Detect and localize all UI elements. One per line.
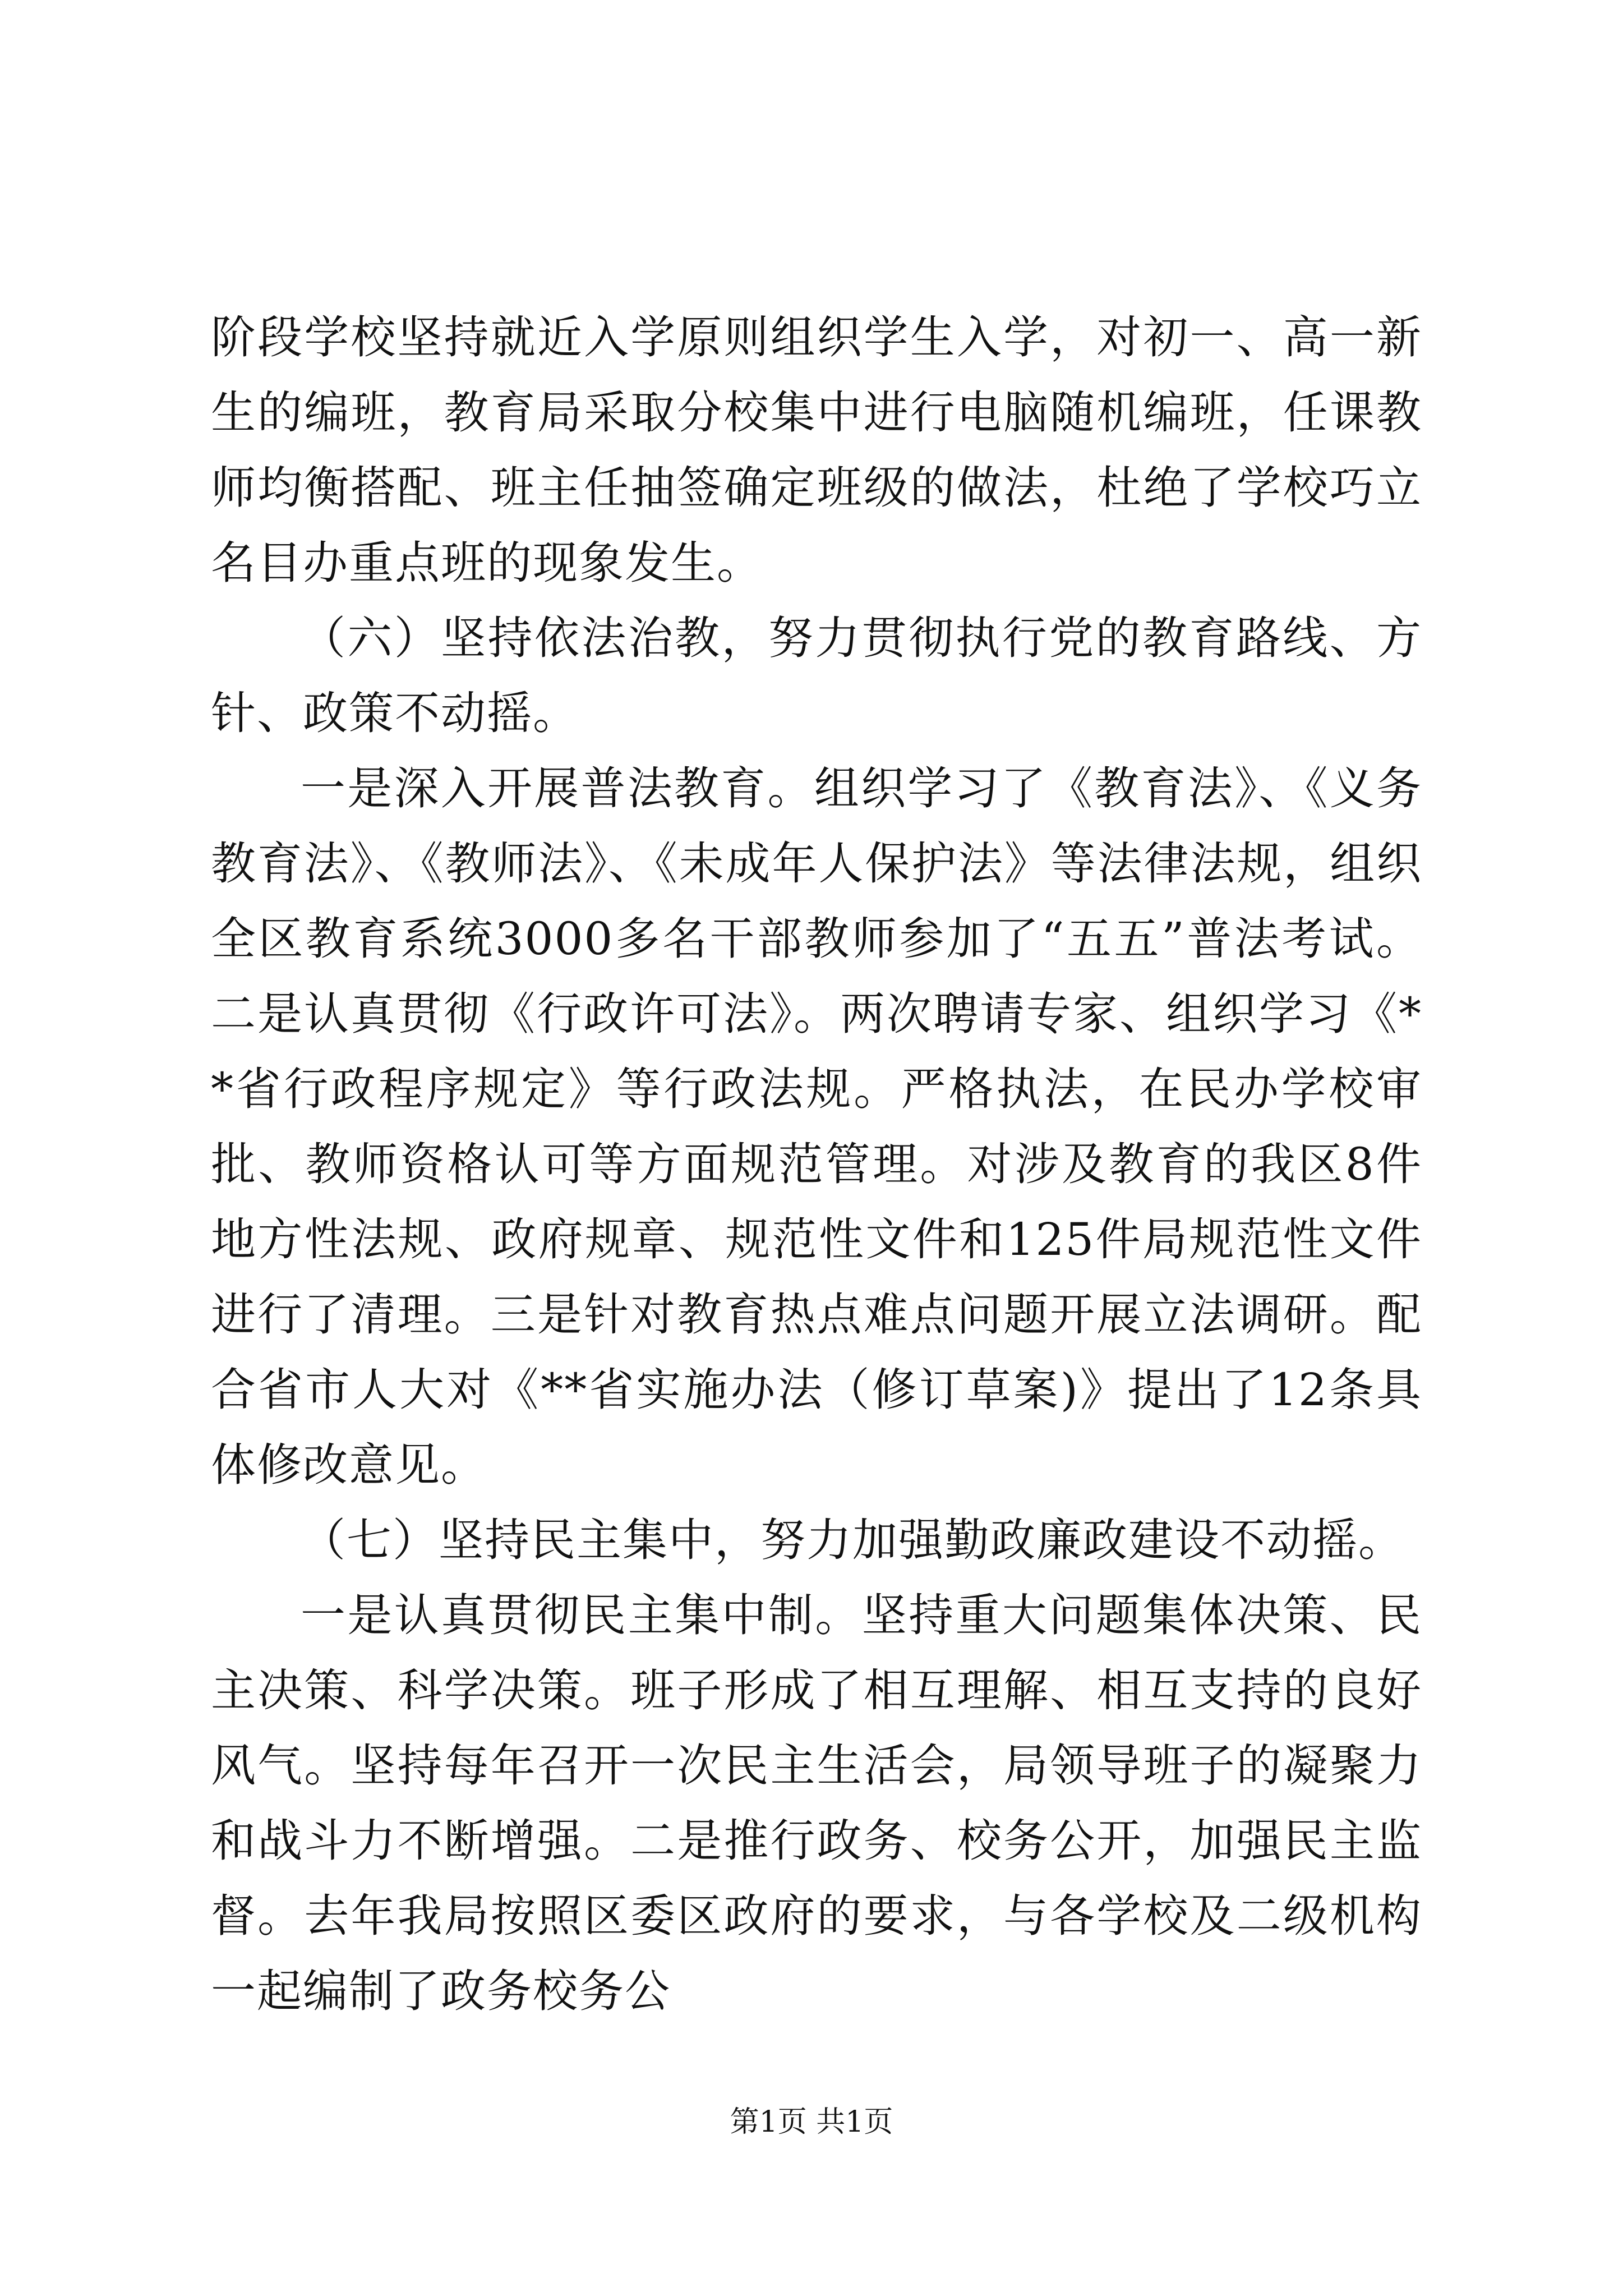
paragraph-3: 一是认真贯彻民主集中制。坚持重大问题集体决策、民主决策、科学决策。班子形成了相互理解、相互支持的良好风气。坚持每年召开一次民主生活会，局领导班子的凝聚力和战斗力不断增强。二是推行政务、校务公开，加强民主监督。去年我局按照区委区政府的要求，与各学校及二级机构一起编制了政务校务公 (211, 1589, 1422, 2017)
paragraph-1: 阶段学校坚持就近入学原则组织学生入学，对初一、高一新生的编班，教育局采取分校集中进行电脑随机编班，任课教师均衡搭配、班主任抽签确定班级的做法，杜绝了学校巧立名目办重点班的现象发生。 (211, 311, 1422, 589)
paragraph-heading-6: （六）坚持依法治教，努力贯彻执行党的教育路线、方针、政策不动摇。 (211, 612, 1422, 739)
page-footer: 第1页 共1页 (730, 2105, 893, 2139)
paragraph-2: 一是深入开展普法教育。组织学习了《教育法》、《义务教育法》、《教师法》、《未成年人保护法》等法律法规，组织全区教育系统3000多名干部教师参加了“五五”普法考试。二是认真贯彻《行政许可法》。两次聘请专家、组织学习《**省行政程序规定》等行政法规。严格执法，在民办学校审批、教师资格认可等方面规范管理。对涉及教育的我区8件地方性法规、政府规章、规范性文件和125件局规范性文件进行了清理。三是针对教育热点难点问题开展立法调研。配合省市人大对《**省实施办法（修订草案)》提出了12条具体修改意见。 (211, 762, 1422, 1491)
document-body (211, 300, 1422, 2029)
paragraph-heading-7: （七）坚持民主集中，努力加强勤政廉政建设不动摇。 (301, 1514, 1404, 1566)
